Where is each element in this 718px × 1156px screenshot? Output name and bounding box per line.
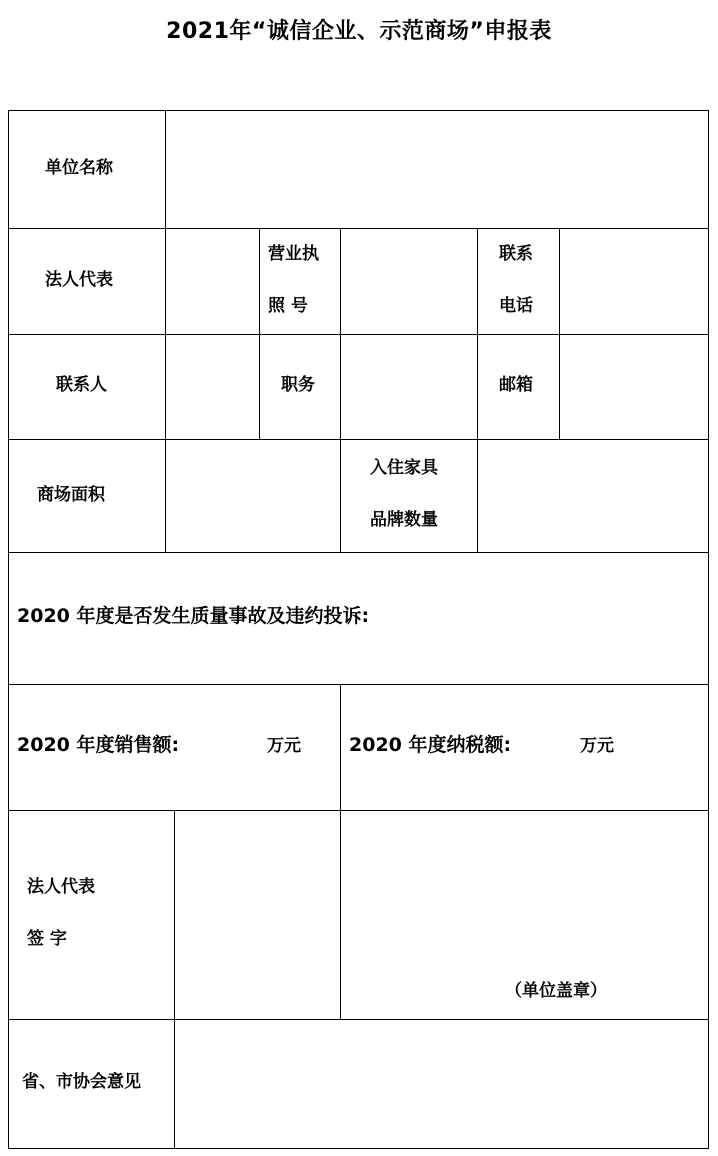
- brand-count-field[interactable]: [478, 440, 708, 552]
- form-title: 2021年“诚信企业、示范商场”申报表: [166, 19, 552, 44]
- unit-name-field[interactable]: [166, 111, 708, 228]
- legal-signature-label-line2: 签 字: [27, 929, 67, 949]
- unit-name-label: 单位名称: [45, 158, 113, 178]
- sales-amount-field[interactable]: [190, 720, 265, 770]
- email-label: 邮箱: [499, 375, 533, 395]
- tax-unit: 万元: [580, 736, 614, 756]
- contact-phone-label-line2: 电话: [499, 296, 533, 316]
- sales-label: 2020 年度销售额:: [17, 734, 180, 756]
- legal-signature-field[interactable]: [175, 811, 340, 1019]
- position-label: 职务: [281, 375, 315, 395]
- table-border-right: [708, 110, 709, 1149]
- quality-incident-field[interactable]: [9, 553, 708, 684]
- brand-count-label-line1: 入住家具: [370, 458, 438, 478]
- row-divider: [8, 684, 709, 685]
- contact-person-label: 联系人: [56, 375, 107, 395]
- email-field[interactable]: [560, 335, 708, 439]
- position-field[interactable]: [341, 335, 477, 439]
- sales-unit: 万元: [267, 736, 301, 756]
- col-divider: [259, 228, 260, 440]
- license-number-label-line2: 照 号: [268, 296, 308, 316]
- table-border-bottom: [8, 1148, 709, 1149]
- association-opinion-field[interactable]: [175, 1020, 708, 1148]
- license-number-field[interactable]: [341, 229, 477, 334]
- tax-label: 2020 年度纳税额:: [349, 734, 512, 756]
- legal-rep-label: 法人代表: [45, 270, 113, 290]
- mall-area-field[interactable]: [166, 440, 340, 552]
- legal-signature-label-line1: 法人代表: [27, 877, 95, 897]
- unit-seal-label: （单位盖章）: [505, 981, 607, 1001]
- contact-person-field[interactable]: [166, 335, 259, 439]
- legal-rep-field[interactable]: [166, 229, 259, 334]
- contact-phone-field[interactable]: [560, 229, 708, 334]
- association-opinion-label: 省、市协会意见: [22, 1072, 141, 1092]
- tax-amount-field[interactable]: [520, 720, 578, 770]
- quality-incident-question: 2020 年度是否发生质量事故及违约投诉:: [17, 605, 370, 627]
- brand-count-label-line2: 品牌数量: [370, 510, 438, 530]
- mall-area-label: 商场面积: [37, 485, 105, 505]
- license-number-label-line1: 营业执: [268, 244, 319, 264]
- contact-phone-label-line1: 联系: [499, 244, 533, 264]
